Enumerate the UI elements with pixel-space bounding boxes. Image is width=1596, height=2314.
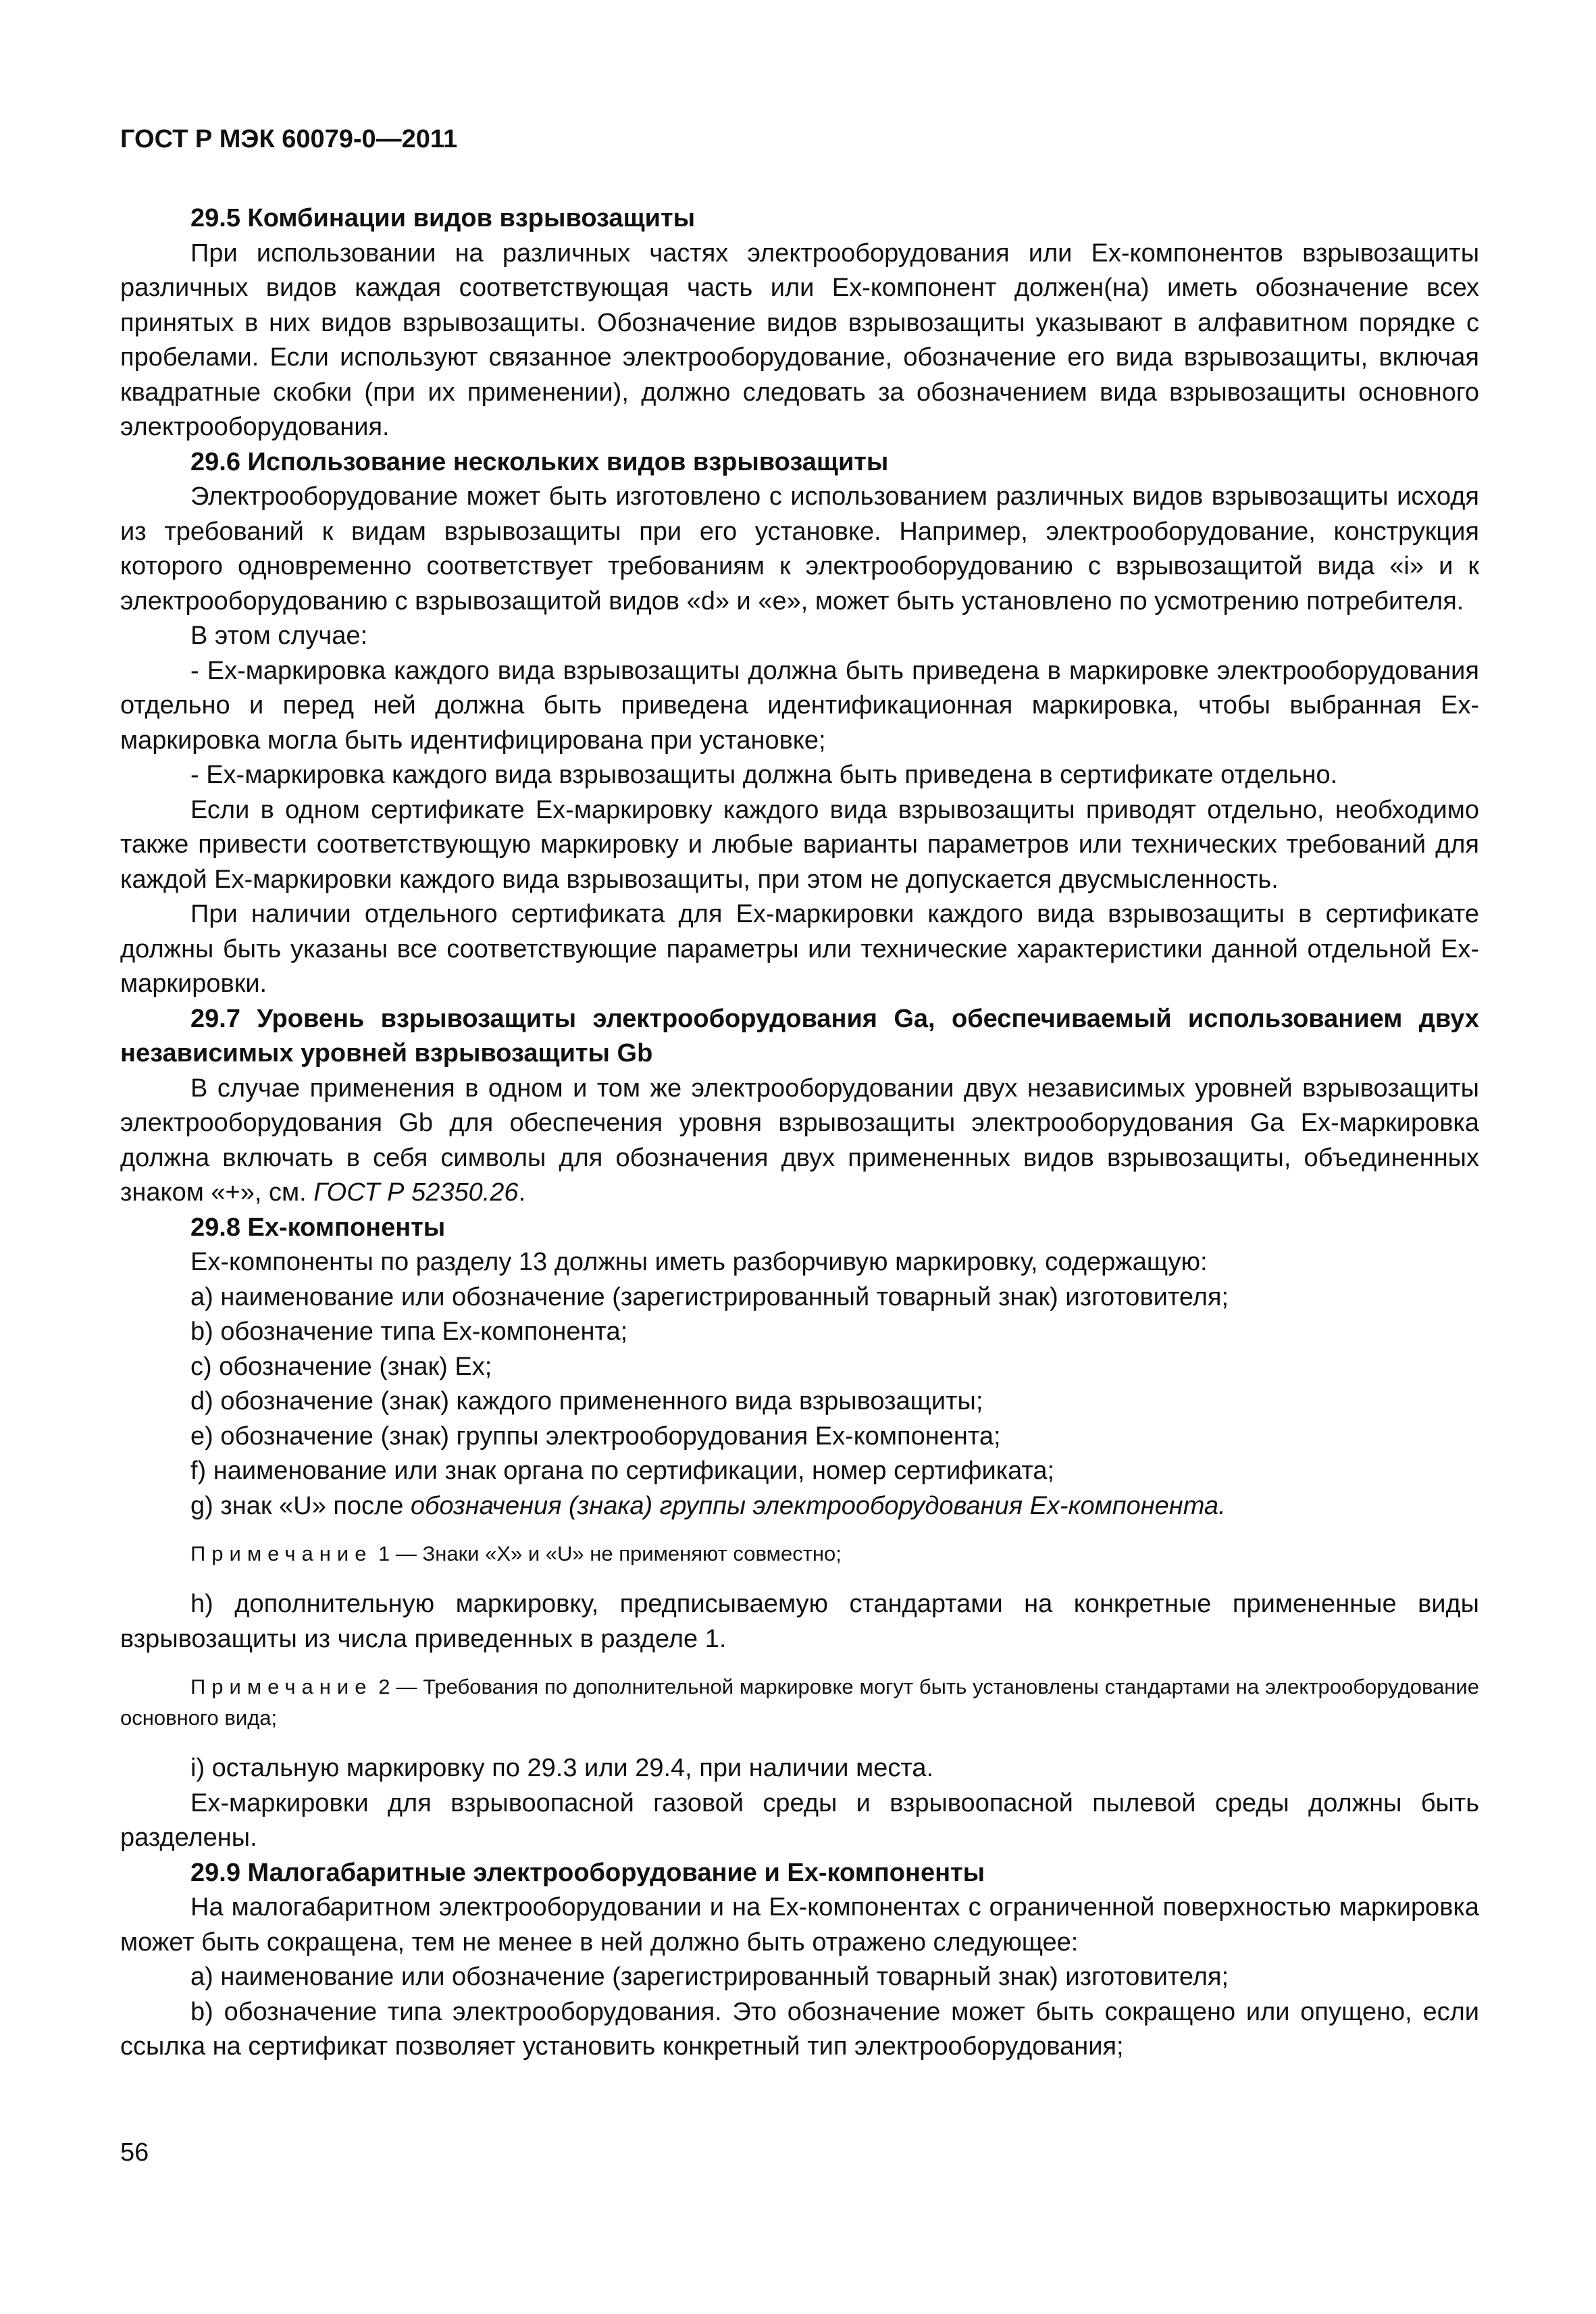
- standard-reference-link: ГОСТ Р 52350.26: [313, 1178, 519, 1207]
- document-page: [120, 122, 1479, 2065]
- section-heading: 29.7 Уровень взрывозащиты электрооборудования Ga, обеспечиваемый использованием двух независимых уровней взрывозащиты Gb: [120, 1004, 1479, 1067]
- section-29-9: [120, 1856, 1479, 2065]
- section-29-5: [120, 201, 1479, 445]
- note: [120, 1671, 1479, 1734]
- paragraph: Ex-маркировки для взрывоопасной газовой среды и взрывоопасной пылевой среды должны быть разделены.: [120, 1788, 1479, 1852]
- paragraph: На малогабаритном электрооборудовании и на Ex-компонентах с ограниченной поверхностью маркировка может быть сокращена, тем не менее в ней должно быть отражено следующее:: [120, 1893, 1479, 1957]
- paragraph: При наличии отдельного сертификата для Ex-маркировки каждого вида взрывозащиты в сертификате должны быть указаны все соответствующие параметры или технические характеристики данной отдельной Ex-маркировки.: [120, 900, 1479, 998]
- list-item: d) обозначение (знак) каждого примененного вида взрывозащиты;: [190, 1387, 983, 1415]
- paragraph: При использовании на различных частях электрооборудования или Ex-компонентов взрывозащиты различных видов каждая соответствующая часть или Ex-компонент должен(на) иметь обозначение всех принятых в них видов взрывозащиты. Обозначение видов взрывозащиты указывают в алфавитном порядке с пробелами. Если используют связанное электрооборудование, обозначение его вида взрывозащиты, включая квадратные скобки (при их применении), должно следовать за обозначением вида взрывозащиты основного электрооборудования.: [120, 238, 1479, 441]
- note-text: 1 — Знаки «X» и «U» не применяют совместно;: [372, 1542, 842, 1565]
- paragraph: Электрооборудование может быть изготовлено с использованием различных видов взрывозащиты исходя из требований к видам взрывозащиты при его установке. Например, электрооборудование, конструкция которого одновременно соответствует требованиям к электрооборудованию с взрывозащитой вида «i» и к электрооборудованию с взрывозащитой видов «d» и «е», может быть установлено по усмотрению потребителя.: [120, 482, 1479, 615]
- note: [120, 1538, 1479, 1569]
- section-heading: 29.6 Использование нескольких видов взрывозащиты: [190, 447, 889, 476]
- note-label: Примечание: [190, 1675, 373, 1699]
- list-item-text: g) знак «U» после: [190, 1491, 411, 1520]
- paragraph: [120, 1072, 1479, 1211]
- section-heading: 29.8 Ex-компоненты: [190, 1213, 446, 1242]
- section-29-6: [120, 445, 1479, 1002]
- list-item: i) остальную маркировку по 29.3 или 29.4, при наличии места.: [190, 1754, 934, 1782]
- paragraph: Ex-компоненты по разделу 13 должны иметь разборчивую маркировку, содержащую:: [190, 1248, 1208, 1276]
- list-item: - Ex-маркировка каждого вида взрывозащиты должна быть приведена в сертификате отдельно.: [190, 761, 1338, 789]
- list-item: f) наименование или знак органа по сертификации, номер сертификата;: [190, 1457, 1055, 1485]
- page-number: 56: [120, 2138, 149, 2167]
- note-label: Примечание: [190, 1542, 373, 1565]
- paragraph: Если в одном сертификате Ex-маркировку каждого вида взрывозащиты приводят отдельно, необходимо также привести соответствующую маркировку и любые варианты параметров или технических требований для каждой Ex-маркировки каждого вида взрывозащиты, при этом не допускается двусмысленность.: [120, 795, 1479, 894]
- note-text: 2 — Требования по дополнительной маркировке могут быть установлены стандартами на электрооборудование основного вида;: [120, 1675, 1479, 1730]
- list-item: a) наименование или обозначение (зарегистрированный товарный знак) изготовителя;: [190, 1282, 1229, 1311]
- list-item: b) обозначение типа Ex-компонента;: [190, 1317, 628, 1346]
- list-item-italic-text: обозначения (знака) группы электрооборудования Ex-компонента.: [410, 1491, 1226, 1520]
- list-item: h) дополнительную маркировку, предписываемую стандартами на конкретные примененные виды взрывозащиты из числа приведенных в разделе 1.: [120, 1590, 1479, 1653]
- section-29-8: [120, 1211, 1479, 1856]
- list-item: a) наименование или обозначение (зарегистрированный товарный знак) изготовителя;: [190, 1963, 1229, 1991]
- section-heading: 29.5 Комбинации видов взрывозащиты: [190, 204, 696, 232]
- list-item: e) обозначение (знак) группы электрооборудования Ex-компонента;: [190, 1422, 1001, 1451]
- list-item: - Ex-маркировка каждого вида взрывозащиты должна быть приведена в маркировке электрооборудования отдельно и перед ней должна быть приведена идентификационная маркировка, чтобы выбранная Ex-маркировка могла быть идентифицирована при установке;: [120, 656, 1479, 755]
- paragraph-text: В случае применения в одном и том же электрооборудовании двух независимых уровней взрывозащиты электрооборудования Gb для обеспечения уровня взрывозащиты электрооборудования Ga Ex-маркировка должна включать в себя символы для обозначения двух примененных видов взрывозащиты, объединенных знаком «+», см.: [120, 1074, 1479, 1207]
- list-item: c) обозначение (знак) Ex;: [190, 1352, 492, 1381]
- document-header: ГОСТ Р МЭК 60079-0—2011: [120, 125, 458, 153]
- list-item: b) обозначение типа электрооборудования. Это обозначение может быть сокращено или опущено, если ссылка на сертификат позволяет установить конкретный тип электрооборудования;: [120, 1997, 1479, 2061]
- section-heading: 29.9 Малогабаритные электрооборудование и Ex-компоненты: [190, 1858, 985, 1887]
- paragraph-text: .: [518, 1178, 526, 1207]
- paragraph: В этом случае:: [190, 622, 368, 650]
- list-item: [120, 1489, 1479, 1524]
- section-29-7: [120, 1002, 1479, 1211]
